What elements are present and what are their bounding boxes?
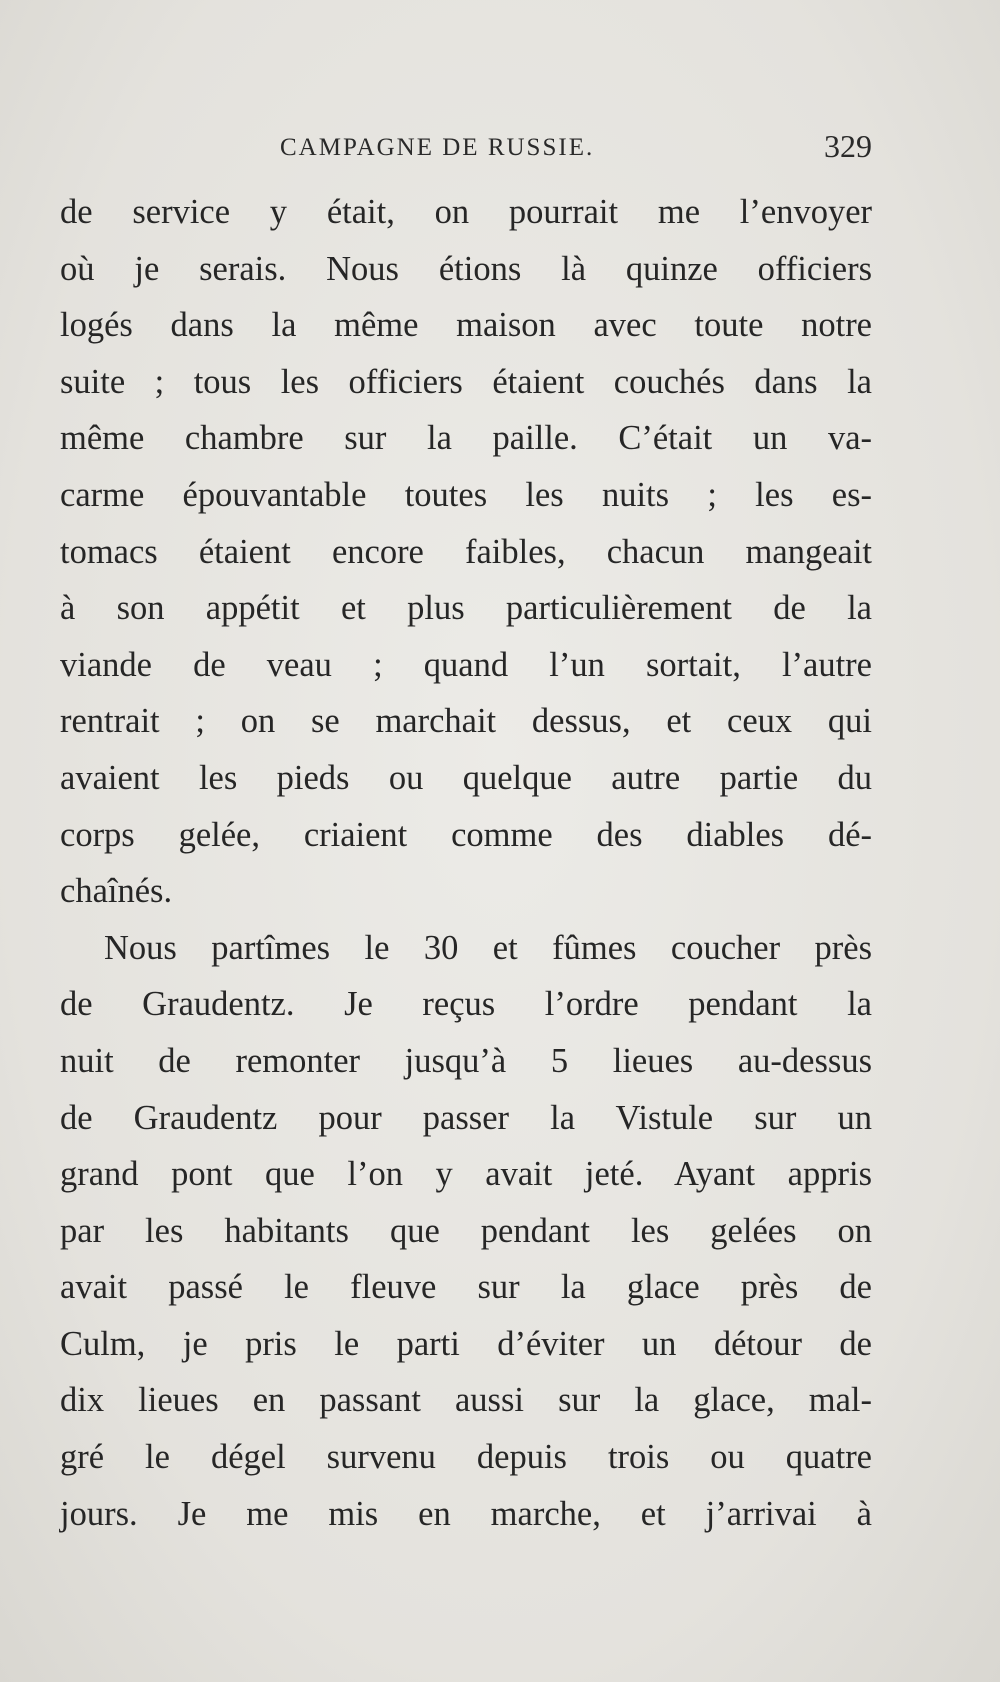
- text-line: dix lieues en passant aussi sur la glace, mal-: [60, 1381, 872, 1420]
- paragraph-2: [60, 920, 872, 1543]
- text-line: de service y était, on pourrait me l’envoyer: [60, 193, 872, 231]
- text-line: avaient les pieds ou quelque autre partie du: [60, 758, 872, 797]
- text-line: Culm, je pris le parti d’éviter un détour de: [60, 1324, 872, 1363]
- text-line: où je serais. Nous étions là quinze officiers: [60, 249, 872, 288]
- text-line: corps gelée, criaient comme des diables dé-: [60, 815, 872, 854]
- text-line: de Graudentz pour passer la Vistule sur un: [60, 1098, 872, 1137]
- text-line: nuit de remonter jusqu’à 5 lieues au-dessus: [60, 1041, 872, 1080]
- text-line: par les habitants que pendant les gelées on: [60, 1211, 872, 1250]
- text-line: même chambre sur la paille. C’était un va-: [60, 419, 872, 458]
- page-number: 329: [824, 128, 872, 164]
- text-line: gré le dégel survenu depuis trois ou quatre: [60, 1438, 872, 1477]
- text-line: grand pont que l’on y avait jeté. Ayant appris: [60, 1155, 872, 1194]
- running-title: CAMPAGNE DE RUSSIE.: [280, 134, 595, 161]
- text-line: jours. Je me mis en marche, et j’arrivai à: [60, 1494, 872, 1533]
- paragraph-1: [60, 184, 872, 920]
- text-line: carme épouvantable toutes les nuits ; les es-: [60, 475, 872, 514]
- text-line: Nous partîmes le 30 et fûmes coucher près: [104, 928, 872, 967]
- body-text: [60, 184, 872, 1542]
- text-line: logés dans la même maison avec toute notre: [60, 306, 872, 345]
- text-line: à son appétit et plus particulièrement de la: [60, 589, 872, 628]
- text-line: de Graudentz. Je reçus l’ordre pendant la: [60, 985, 872, 1024]
- text-line: tomacs étaient encore faibles, chacun mangeait: [60, 532, 872, 571]
- text-line: rentrait ; on se marchait dessus, et ceux qui: [60, 702, 872, 741]
- text-line: chaînés.: [60, 872, 173, 911]
- text-line: suite ; tous les officiers étaient couchés dans la: [60, 362, 872, 401]
- running-head: [60, 128, 872, 168]
- text-line: avait passé le fleuve sur la glace près de: [60, 1268, 872, 1307]
- text-line: viande de veau ; quand l’un sortait, l’autre: [60, 645, 872, 684]
